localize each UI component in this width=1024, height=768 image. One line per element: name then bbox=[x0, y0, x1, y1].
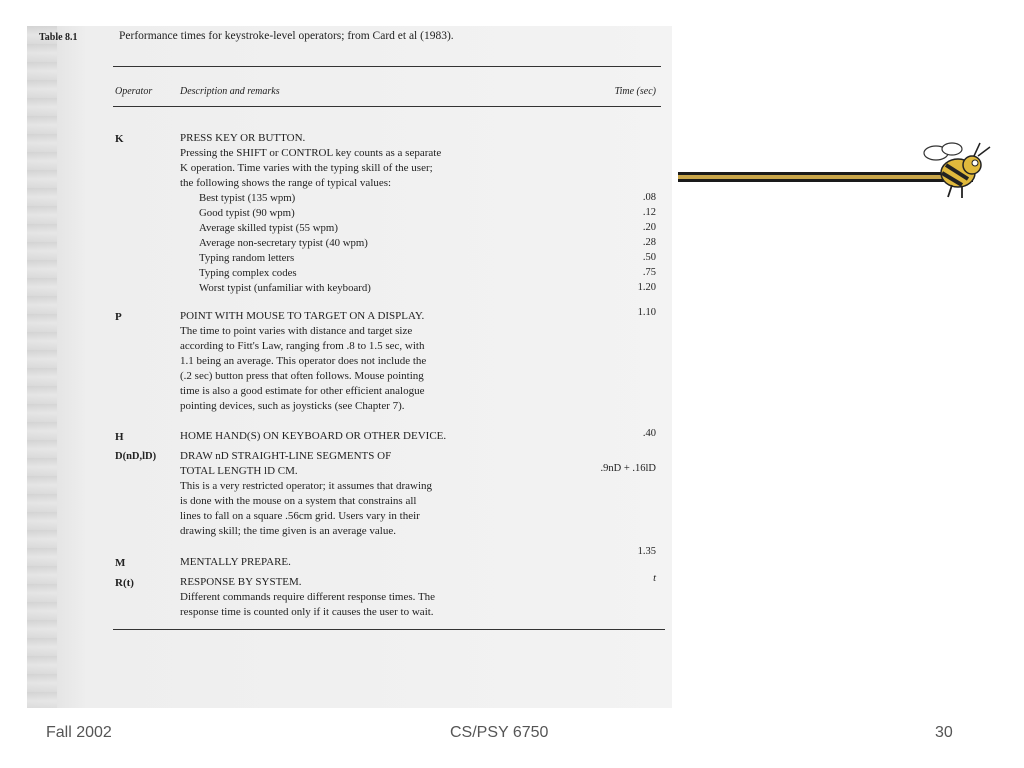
p-time: 1.10 bbox=[637, 307, 656, 318]
operator-k: K bbox=[115, 133, 124, 145]
operator-m: M bbox=[115, 557, 126, 569]
d-time: .9nD + .16lD bbox=[600, 463, 656, 474]
header-rule bbox=[113, 106, 661, 107]
k-sub-4-time: .28 bbox=[642, 237, 656, 248]
r-line-3: response time is counted only if it causes the user to wait. bbox=[180, 606, 434, 618]
k-sub-3: Average skilled typist (55 wpm) bbox=[199, 222, 338, 234]
k-sub-3-time: .20 bbox=[642, 222, 656, 233]
r-line-1: RESPONSE BY SYSTEM. bbox=[180, 576, 302, 588]
d-line-3: This is a very restricted operator; it assumes that drawing bbox=[180, 480, 433, 492]
k-sub-6-time: .75 bbox=[642, 267, 656, 278]
top-rule bbox=[113, 66, 661, 67]
p-line-2: The time to point varies with distance and target size bbox=[180, 325, 413, 337]
d-line-5: lines to fall on a square .56cm grid. Users vary in their bbox=[180, 510, 420, 522]
r-time: t bbox=[653, 573, 656, 584]
operator-d: D(nD,lD) bbox=[115, 451, 157, 462]
m-time: 1.35 bbox=[637, 546, 656, 557]
p-line-4: 1.1 being an average. This operator does not include the bbox=[180, 355, 427, 367]
d-line-4: is done with the mouse on a system that constrains all bbox=[180, 495, 417, 507]
k-sub-2-time: .12 bbox=[642, 207, 656, 218]
p-line-6: time is also a good estimate for other efficient analogue bbox=[180, 385, 425, 397]
k-sub-5-time: .50 bbox=[642, 252, 656, 263]
operator-p: P bbox=[115, 311, 122, 323]
k-sub-2: Good typist (90 wpm) bbox=[199, 207, 295, 219]
operator-h: H bbox=[115, 431, 124, 443]
d-line-1: DRAW nD STRAIGHT-LINE SEGMENTS OF bbox=[180, 450, 392, 462]
k-line-4: the following shows the range of typical values: bbox=[180, 177, 392, 189]
header-time: Time (sec) bbox=[614, 86, 656, 97]
k-sub-5: Typing random letters bbox=[199, 252, 295, 264]
bee-mascot-icon bbox=[922, 139, 994, 199]
d-line-2: TOTAL LENGTH lD CM. bbox=[180, 465, 298, 477]
p-line-3: according to Fitt's Law, ranging from .8 to 1.5 sec, with bbox=[180, 340, 425, 352]
k-line-1: PRESS KEY OR BUTTON. bbox=[180, 132, 306, 144]
k-line-3: K operation. Time varies with the typing skill of the user; bbox=[180, 162, 433, 174]
page-binding-edge bbox=[27, 26, 57, 708]
k-sub-1-time: .08 bbox=[642, 192, 656, 203]
footer-date: Fall 2002 bbox=[46, 724, 112, 741]
header-description: Description and remarks bbox=[180, 86, 280, 97]
k-sub-6: Typing complex codes bbox=[199, 267, 297, 279]
m-line-1: MENTALLY PREPARE. bbox=[180, 556, 291, 568]
p-line-5: (.2 sec) button press that often follows. Mouse pointing bbox=[180, 370, 424, 382]
d-line-6: drawing skill; the time given is an average value. bbox=[180, 525, 396, 537]
header-operator: Operator bbox=[115, 86, 153, 97]
r-line-2: Different commands require different response times. The bbox=[180, 591, 436, 603]
h-line-1: HOME HAND(S) ON KEYBOARD OR OTHER DEVICE. bbox=[180, 430, 447, 442]
scanned-table-image bbox=[27, 26, 672, 708]
h-time: .40 bbox=[642, 428, 656, 439]
operator-r: R(t) bbox=[115, 577, 134, 589]
k-sub-7: Worst typist (unfamiliar with keyboard) bbox=[199, 282, 371, 294]
p-line-1: POINT WITH MOUSE TO TARGET ON A DISPLAY. bbox=[180, 310, 425, 322]
bottom-rule bbox=[113, 629, 665, 630]
table-title: Performance times for keystroke-level operators; from Card et al (1983). bbox=[119, 30, 454, 42]
k-sub-1: Best typist (135 wpm) bbox=[199, 192, 296, 204]
k-line-2: Pressing the SHIFT or CONTROL key counts as a separate bbox=[180, 147, 442, 159]
footer-course: CS/PSY 6750 bbox=[450, 724, 549, 741]
footer-page-number: 30 bbox=[935, 724, 953, 741]
p-line-7: pointing devices, such as joysticks (see Chapter 7). bbox=[180, 400, 405, 412]
k-sub-4: Average non-secretary typist (40 wpm) bbox=[199, 237, 368, 249]
table-number: Table 8.1 bbox=[39, 32, 78, 43]
k-sub-7-time: 1.20 bbox=[637, 282, 656, 293]
